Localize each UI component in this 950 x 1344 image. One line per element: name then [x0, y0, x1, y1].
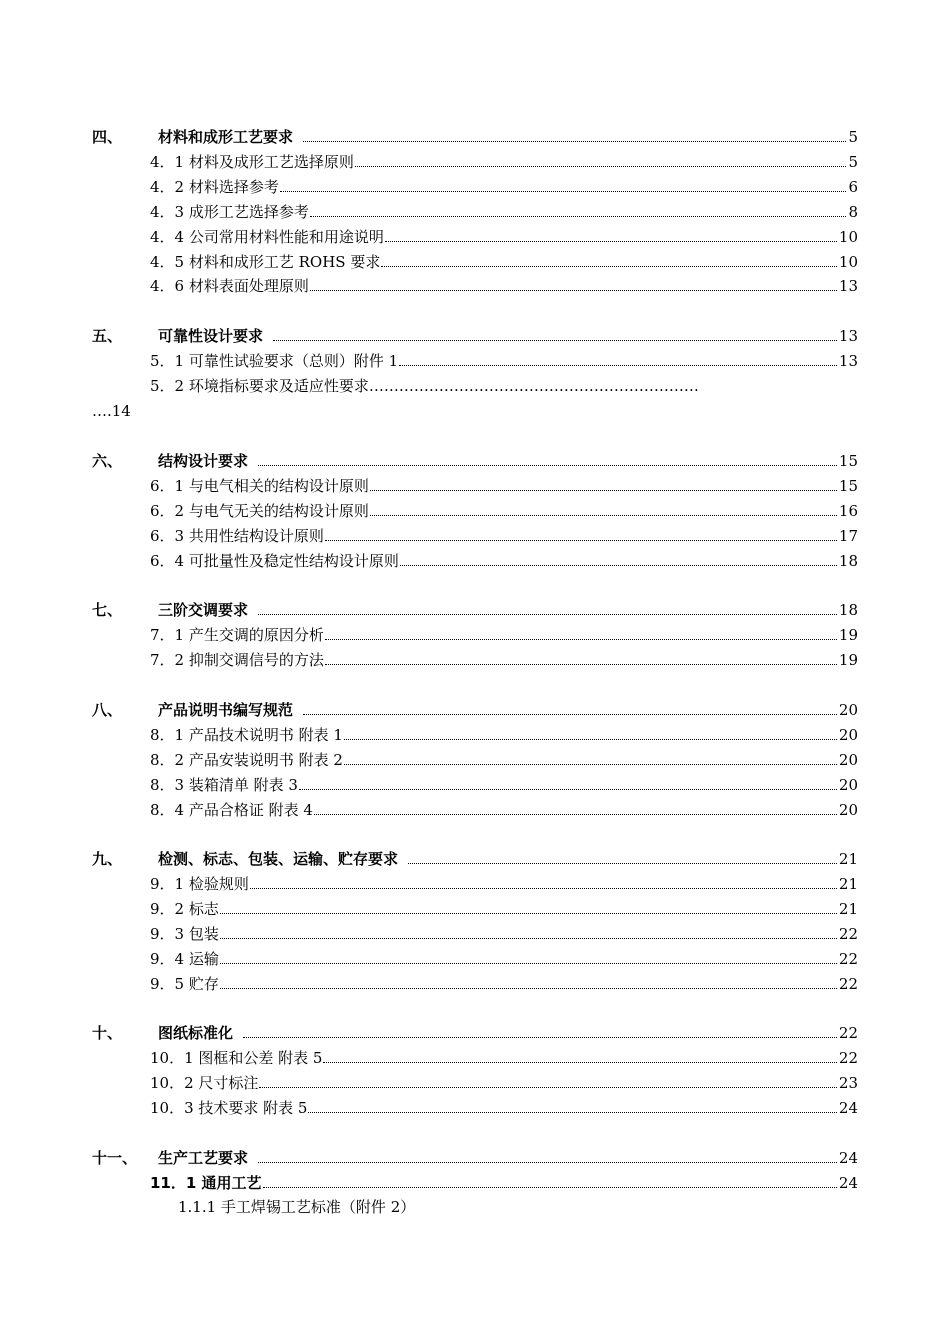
dot-leader: [385, 241, 837, 242]
page-number: 16: [838, 501, 858, 520]
dot-leader: [303, 714, 837, 715]
section-title: 材料和成形工艺要求: [158, 128, 294, 146]
toc-section-row[interactable]: [0, 126, 950, 148]
section-title: 结构设计要求: [158, 452, 249, 470]
item-title: 4．2 材料选择参考: [150, 177, 279, 196]
section-number: 四、: [92, 128, 123, 146]
section-number: 七、: [92, 601, 123, 619]
dot-leader: [250, 888, 837, 889]
dot-leader: [258, 1162, 837, 1163]
page-number: 13: [838, 277, 858, 296]
dot-leader: [299, 789, 837, 790]
page-number: 15: [838, 476, 858, 495]
page-number: 10: [838, 252, 858, 271]
section-title: 产品说明书编写规范: [158, 701, 294, 719]
toc-section-row[interactable]: [0, 450, 950, 472]
toc-item-row[interactable]: [0, 1072, 950, 1094]
dot-leader: [220, 913, 837, 914]
page-number: 19: [838, 650, 858, 669]
item-title: 11．1 通用工艺: [150, 1173, 262, 1192]
page-number: 20: [838, 800, 858, 819]
page-number: 24: [838, 1149, 858, 1167]
page-number: 5: [848, 128, 858, 146]
page-number: 13: [838, 327, 858, 345]
page-number: 20: [838, 725, 858, 744]
dot-leader: [314, 814, 837, 815]
item-title: 4．1 材料及成形工艺选择原则: [150, 152, 354, 171]
toc-item-row[interactable]: [0, 898, 950, 920]
section-title: 三阶交调要求: [158, 601, 249, 619]
item-title: 4．4 公司常用材料性能和用途说明: [150, 227, 384, 246]
dot-leader: [323, 1062, 837, 1063]
item-title: 8．1 产品技术说明书 附表 1: [150, 725, 343, 744]
dot-leader: [273, 340, 837, 341]
toc-item-row[interactable]: [0, 624, 950, 646]
section-number: 九、: [92, 850, 123, 868]
subitem-title: 1.1.1 手工焊锡工艺标准（附件 2）: [178, 1198, 416, 1216]
toc-item-row[interactable]: [0, 749, 950, 771]
toc-item-row[interactable]: [0, 724, 950, 746]
page-number: 22: [838, 949, 858, 968]
section-title: 生产工艺要求: [158, 1149, 249, 1167]
dot-leader: [344, 764, 837, 765]
toc-item-row[interactable]: [0, 973, 950, 995]
toc-item-row[interactable]: [0, 799, 950, 821]
page-number: 18: [838, 601, 858, 619]
continuation-text: ….14: [92, 401, 131, 420]
item-title: 5．2 环境指标要求及适应性要求…………………………………………………………: [150, 376, 699, 395]
item-title: 9．5 贮存: [150, 974, 219, 993]
item-title: 5．1 可靠性试验要求（总则）附件 1: [150, 351, 399, 370]
page-number: 21: [838, 874, 858, 893]
item-title: 9．2 标志: [150, 899, 219, 918]
toc-continuation: [0, 400, 950, 422]
page-number: 15: [838, 452, 858, 470]
page-number: 5: [848, 152, 858, 171]
toc-item-row[interactable]: [0, 350, 950, 372]
dot-leader: [220, 963, 837, 964]
page-number: 18: [838, 551, 858, 570]
item-title: 10．2 尺寸标注: [150, 1073, 259, 1092]
dot-leader: [308, 1112, 837, 1113]
dot-leader: [325, 540, 837, 541]
page-number: 24: [838, 1173, 858, 1192]
dot-leader: [399, 365, 837, 366]
page-number: 19: [838, 625, 858, 644]
toc-item-row[interactable]: [0, 151, 950, 173]
toc-item-row[interactable]: [0, 1097, 950, 1119]
dot-leader: [370, 490, 837, 491]
dot-leader: [220, 988, 837, 989]
page-number: 21: [838, 850, 858, 868]
item-title: 6．4 可批量性及稳定性结构设计原则: [150, 551, 399, 570]
page-number: 17: [838, 526, 858, 545]
item-title: 6．3 共用性结构设计原则: [150, 526, 324, 545]
dot-leader: [258, 614, 837, 615]
page-number: 24: [838, 1098, 858, 1117]
toc-item-row[interactable]: [0, 226, 950, 248]
dot-leader: [355, 166, 846, 167]
item-title: 7．1 产生交调的原因分析: [150, 625, 324, 644]
toc-subitem-row[interactable]: [0, 1196, 950, 1218]
toc-item-row[interactable]: [0, 1172, 950, 1194]
dot-leader: [220, 938, 837, 939]
toc-item-row[interactable]: [0, 475, 950, 497]
toc-section-row[interactable]: [0, 325, 950, 347]
toc-item-row[interactable]: [0, 251, 950, 273]
dot-leader: [310, 216, 846, 217]
item-title: 7．2 抑制交调信号的方法: [150, 650, 324, 669]
toc-item-row[interactable]: [0, 201, 950, 223]
page-number: 20: [838, 775, 858, 794]
dot-leader: [258, 465, 837, 466]
item-title: 4．3 成形工艺选择参考: [150, 202, 309, 221]
toc-item-row[interactable]: [0, 1047, 950, 1069]
page-number: 8: [848, 202, 858, 221]
dot-leader: [303, 141, 846, 142]
toc-item-row[interactable]: [0, 525, 950, 547]
toc-item-row[interactable]: [0, 176, 950, 198]
page-number: 21: [838, 899, 858, 918]
section-title: 可靠性设计要求: [158, 327, 264, 345]
toc-item-row[interactable]: [0, 923, 950, 945]
toc-item-row[interactable]: [0, 550, 950, 572]
section-number: 八、: [92, 701, 123, 719]
toc-section-row[interactable]: [0, 699, 950, 721]
section-number: 十一、: [92, 1149, 138, 1167]
dot-leader: [370, 515, 837, 516]
toc-section-row[interactable]: [0, 1022, 950, 1044]
dot-leader: [400, 565, 837, 566]
page-number: 10: [838, 227, 858, 246]
dot-leader: [280, 191, 846, 192]
page-number: 22: [838, 1024, 858, 1042]
item-title: 10．3 技术要求 附表 5: [150, 1098, 308, 1117]
section-title: 图纸标准化: [158, 1024, 234, 1042]
toc-item-row[interactable]: [0, 649, 950, 671]
page-number: 20: [838, 750, 858, 769]
page-number: 6: [848, 177, 858, 196]
toc-item-row[interactable]: [0, 948, 950, 970]
item-title: 8．3 装箱清单 附表 3: [150, 775, 298, 794]
toc-section-row[interactable]: [0, 1147, 950, 1169]
item-title: 8．4 产品合格证 附表 4: [150, 800, 313, 819]
dot-leader: [263, 1187, 837, 1188]
section-number: 六、: [92, 452, 123, 470]
toc-item-row[interactable]: [0, 774, 950, 796]
page-number: 22: [838, 974, 858, 993]
dot-leader: [325, 639, 837, 640]
toc-item-row[interactable]: [0, 500, 950, 522]
page-number: 23: [838, 1073, 858, 1092]
item-title: 9．1 检验规则: [150, 874, 249, 893]
page-number: 13: [838, 351, 858, 370]
item-title: 10．1 图框和公差 附表 5: [150, 1048, 323, 1067]
item-title: 9．4 运输: [150, 949, 219, 968]
section-title: 检测、标志、包装、运输、贮存要求: [158, 850, 399, 868]
dot-leader: [408, 863, 837, 864]
toc-item-row[interactable]: [0, 873, 950, 895]
toc-item-row[interactable]: [0, 375, 950, 397]
page-number: 22: [838, 1048, 858, 1067]
dot-leader: [381, 266, 837, 267]
page-number: 20: [838, 701, 858, 719]
dot-leader: [344, 739, 837, 740]
section-number: 十、: [92, 1024, 123, 1042]
page-number: 22: [838, 924, 858, 943]
dot-leader: [325, 664, 837, 665]
item-title: 4．6 材料表面处理原则: [150, 277, 309, 296]
toc-section-row[interactable]: [0, 848, 950, 870]
item-title: 9．3 包装: [150, 924, 219, 943]
item-title: 6．1 与电气相关的结构设计原则: [150, 476, 369, 495]
dot-leader: [310, 290, 837, 291]
toc-item-row[interactable]: [0, 275, 950, 297]
dot-leader: [243, 1037, 837, 1038]
section-number: 五、: [92, 327, 123, 345]
item-title: 4．5 材料和成形工艺 ROHS 要求: [150, 252, 381, 271]
item-title: 6．2 与电气无关的结构设计原则: [150, 501, 369, 520]
toc-section-row[interactable]: [0, 599, 950, 621]
dot-leader: [259, 1087, 837, 1088]
item-title: 8．2 产品安装说明书 附表 2: [150, 750, 343, 769]
